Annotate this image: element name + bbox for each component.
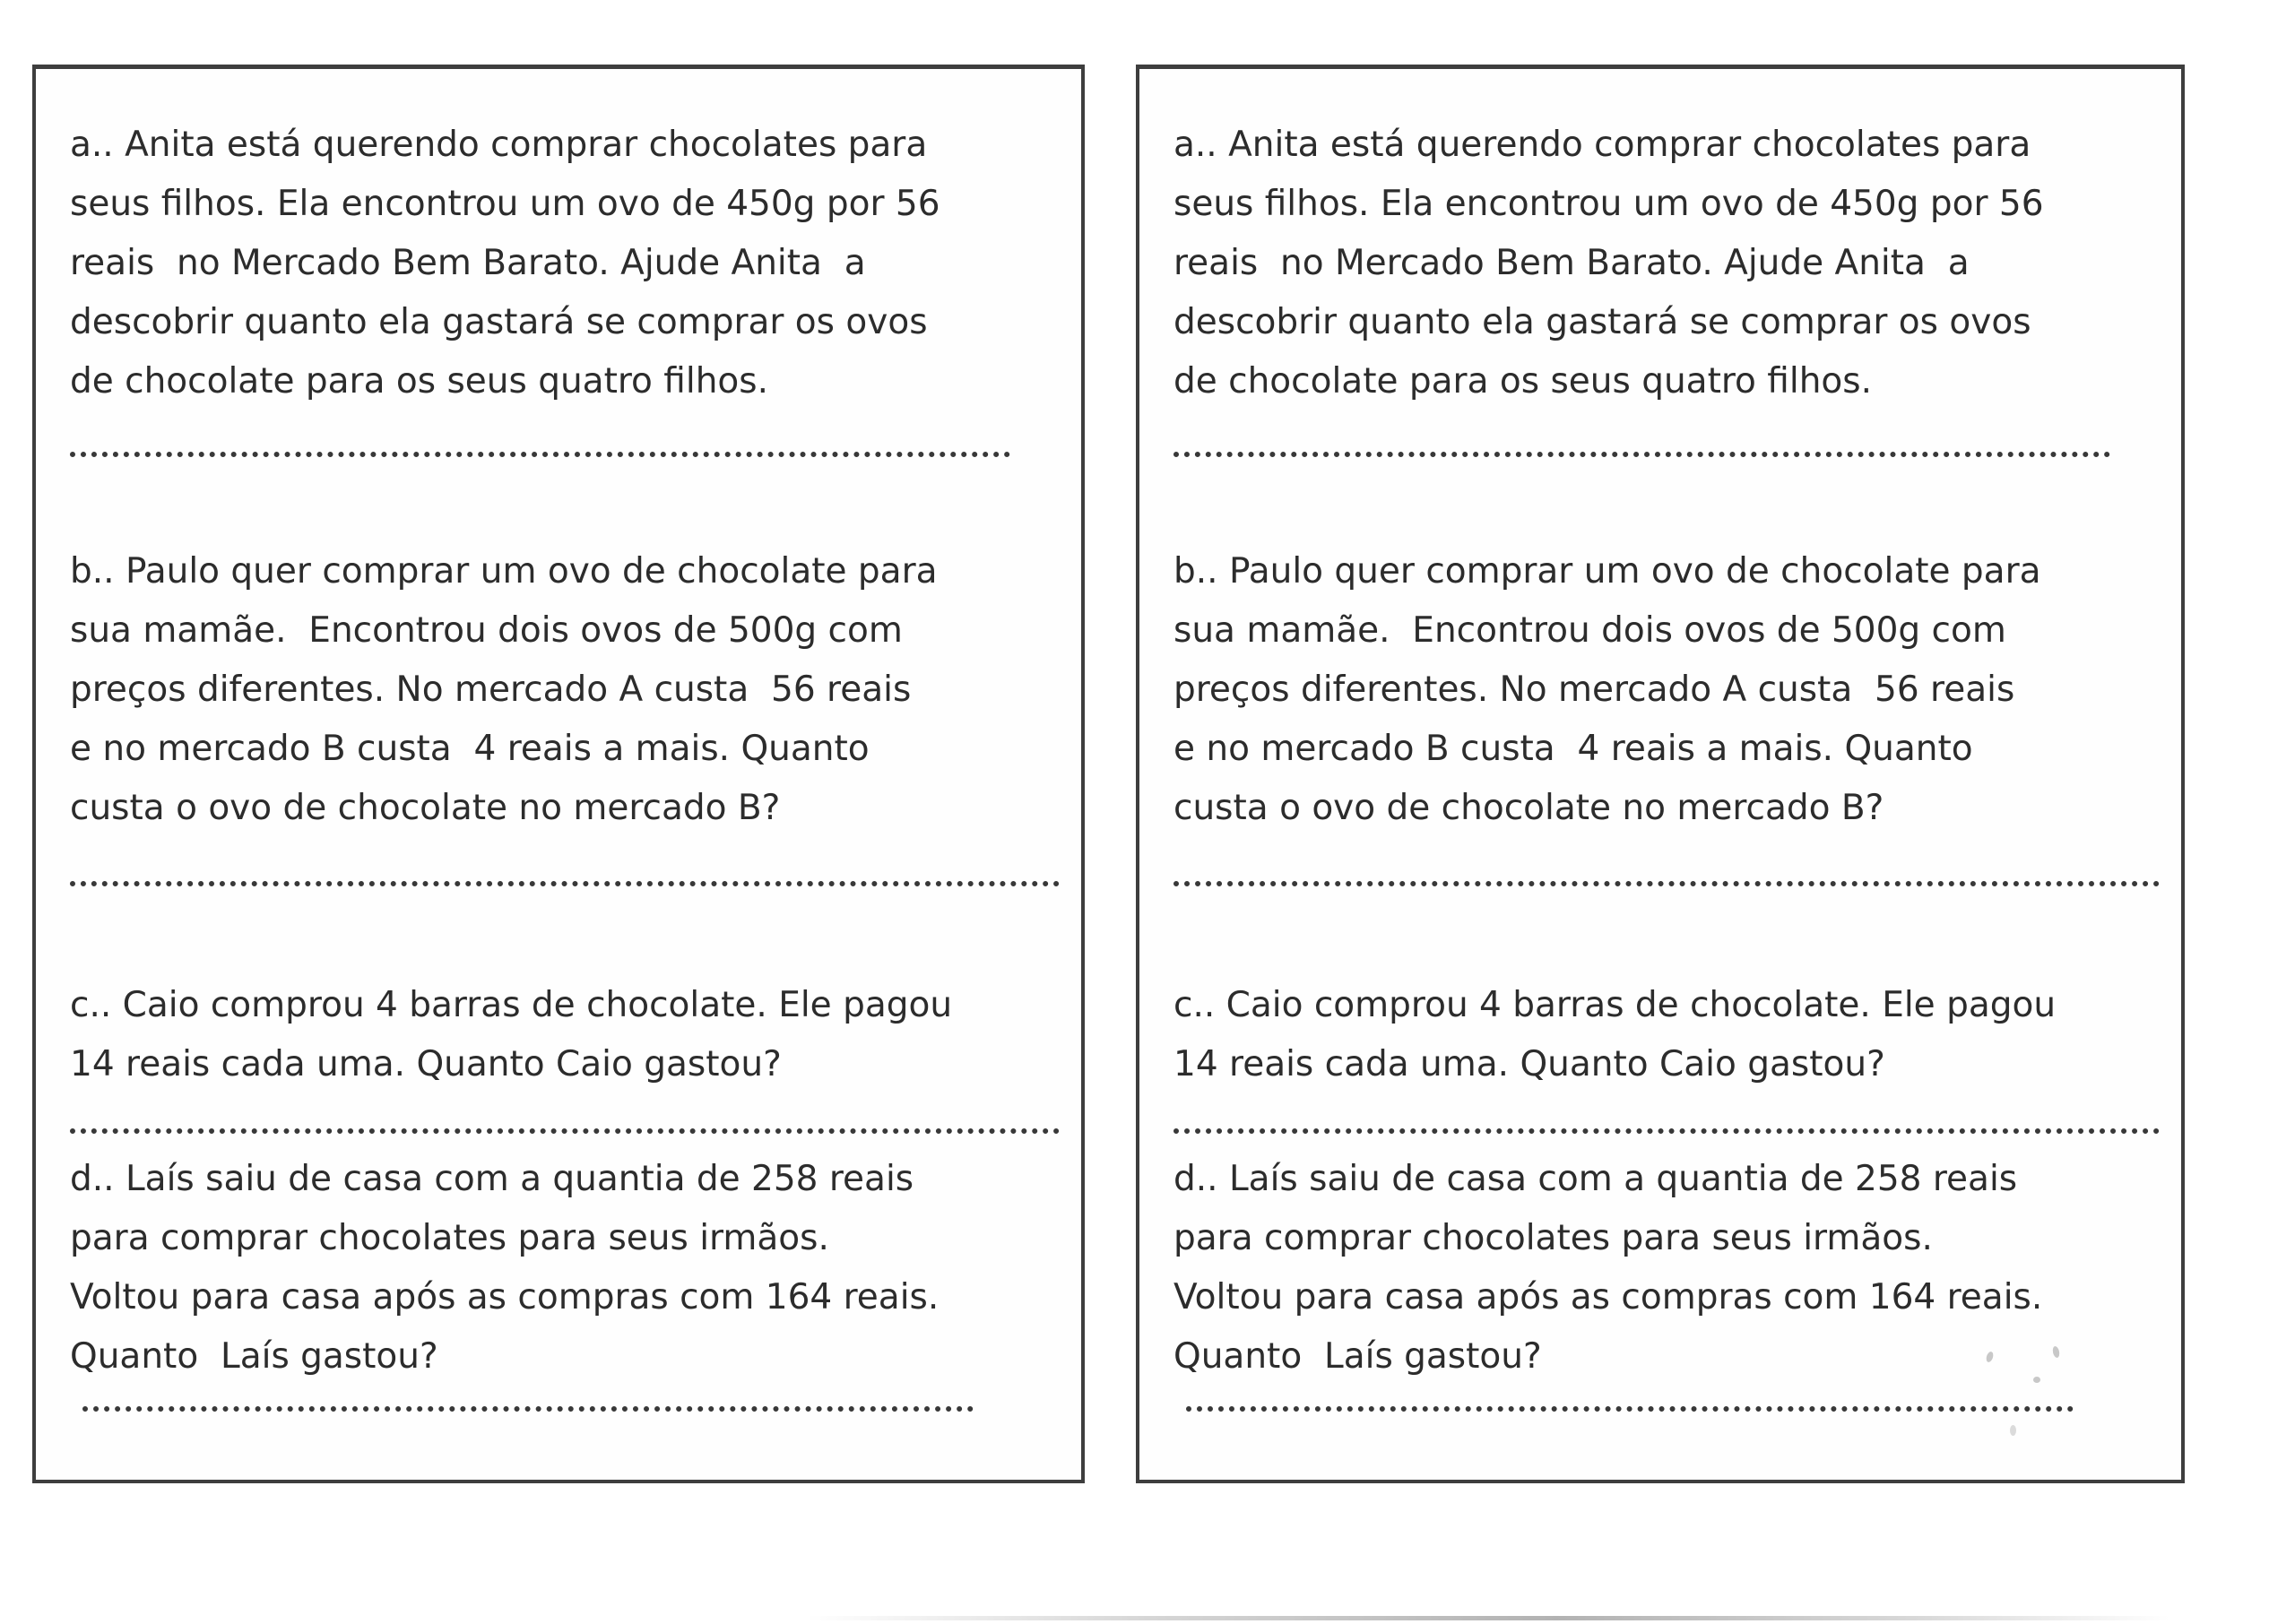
- answer-dotted-line-c: [1173, 1128, 2160, 1134]
- worksheet-panel-left: [32, 65, 1085, 1483]
- problem-a-line-2: seus filhos. Ela encontrou um ovo de 450g por 56: [1173, 184, 2044, 224]
- problem-b-line-4: e no mercado B custa 4 reais a mais. Quanto: [70, 729, 870, 769]
- answer-dotted-line-d: [1186, 1406, 2074, 1412]
- problem-d-line-1: d.. Laís saiu de casa com a quantia de 258 reais: [1173, 1159, 2018, 1199]
- problem-d-line-4: Quanto Laís gastou?: [1173, 1336, 1542, 1377]
- scan-edge-smudge: [807, 1616, 2169, 1620]
- problem-b-line-5: custa o ovo de chocolate no mercado B?: [70, 788, 781, 828]
- problem-d-line-1: d.. Laís saiu de casa com a quantia de 258 reais: [70, 1159, 914, 1199]
- problem-c-line-2: 14 reais cada uma. Quanto Caio gastou?: [70, 1044, 782, 1084]
- answer-dotted-line-c: [70, 1128, 1060, 1134]
- problem-b-line-4: e no mercado B custa 4 reais a mais. Quanto: [1173, 729, 1973, 769]
- answer-dotted-line-a: [70, 452, 1010, 457]
- problem-d-line-2: para comprar chocolates para seus irmãos.: [1173, 1218, 1933, 1258]
- problem-a-line-1: a.. Anita está querendo comprar chocolates para: [1173, 125, 2031, 165]
- problem-a-line-5: de chocolate para os seus quatro filhos.: [1173, 361, 1872, 402]
- worksheet-panel-right: [1136, 65, 2185, 1483]
- answer-dotted-line-d: [82, 1406, 974, 1412]
- problem-b: [1173, 542, 2160, 886]
- problem-b-line-2: sua mamãe. Encontrou dois ovos de 500g com: [1173, 610, 2006, 651]
- problem-a-line-3: reais no Mercado Bem Barato. Ajude Anita a: [70, 243, 866, 283]
- answer-dotted-line-a: [1173, 452, 2110, 457]
- problem-c-line-1: c.. Caio comprou 4 barras de chocolate. Ele pagou: [1173, 985, 2057, 1025]
- problem-d-line-2: para comprar chocolates para seus irmãos.: [70, 1218, 829, 1258]
- problem-a-line-3: reais no Mercado Bem Barato. Ajude Anita a: [1173, 243, 1970, 283]
- problem-c-line-1: c.. Caio comprou 4 barras de chocolate. Ele pagou: [70, 985, 953, 1025]
- problem-b-line-2: sua mamãe. Encontrou dois ovos de 500g com: [70, 610, 903, 651]
- problem-a-line-4: descobrir quanto ela gastará se comprar os ovos: [1173, 302, 2031, 342]
- problem-b-line-1: b.. Paulo quer comprar um ovo de chocolate para: [70, 551, 938, 592]
- problem-c: [70, 976, 1060, 1134]
- problem-d: [1173, 1150, 2160, 1412]
- problem-a: [70, 116, 1060, 457]
- problem-d-line-4: Quanto Laís gastou?: [70, 1336, 438, 1377]
- answer-dotted-line-b: [70, 881, 1060, 886]
- answer-dotted-line-b: [1173, 881, 2160, 886]
- scan-speck: [2033, 1377, 2040, 1383]
- problem-b-line-1: b.. Paulo quer comprar um ovo de chocolate para: [1173, 551, 2041, 592]
- scan-speck: [2010, 1425, 2016, 1436]
- problem-d-line-3: Voltou para casa após as compras com 164 reais.: [1173, 1277, 2043, 1317]
- problem-a: [1173, 116, 2160, 457]
- problem-b: [70, 542, 1060, 886]
- problem-b-line-5: custa o ovo de chocolate no mercado B?: [1173, 788, 1884, 828]
- problem-b-line-3: preços diferentes. No mercado A custa 56 reais: [70, 669, 912, 710]
- problem-b-line-3: preços diferentes. No mercado A custa 56 reais: [1173, 669, 2015, 710]
- problem-a-line-5: de chocolate para os seus quatro filhos.: [70, 361, 768, 402]
- problem-a-line-4: descobrir quanto ela gastará se comprar os ovos: [70, 302, 928, 342]
- problem-d: [70, 1150, 1060, 1412]
- problem-a-line-1: a.. Anita está querendo comprar chocolates para: [70, 125, 928, 165]
- problem-c-line-2: 14 reais cada uma. Quanto Caio gastou?: [1173, 1044, 1885, 1084]
- problem-c: [1173, 976, 2160, 1134]
- problem-a-line-2: seus filhos. Ela encontrou um ovo de 450g por 56: [70, 184, 940, 224]
- problem-d-line-3: Voltou para casa após as compras com 164 reais.: [70, 1277, 940, 1317]
